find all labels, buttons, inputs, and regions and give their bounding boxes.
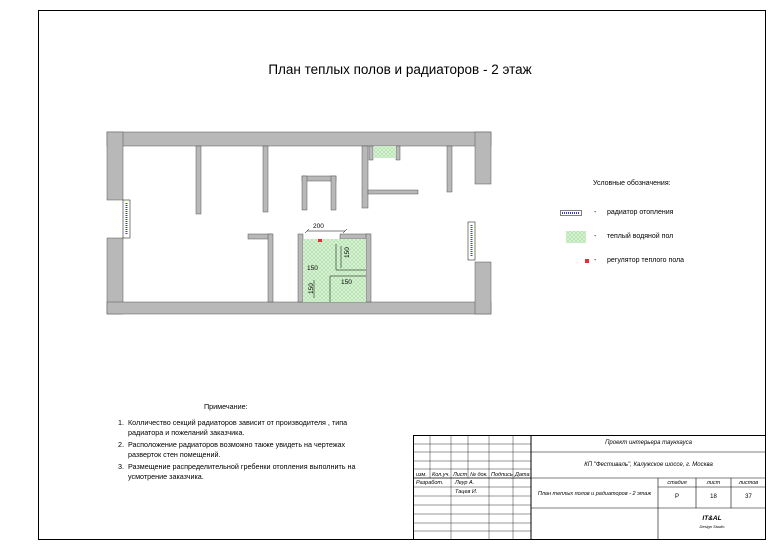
tb-developed-label: Разработ. — [416, 480, 444, 486]
radiator-left — [123, 200, 130, 238]
walls — [107, 132, 491, 314]
tb-header-sign: Подпись — [491, 472, 513, 478]
tb-sheet-title: План теплых полов и радиаторов - 2 этаж — [537, 491, 652, 497]
tb-company: IT&AL — [702, 515, 722, 522]
tb-sheets-label: листов — [738, 480, 759, 486]
legend-label-regulator: регулятор теплого пола — [607, 257, 685, 264]
water-floor-heating-symbol-icon — [566, 231, 586, 243]
heated-floor-zone-small — [374, 146, 396, 158]
tb-project: Проект интерьера таунхауса — [605, 440, 692, 446]
dimension-label-200: 200 — [313, 223, 324, 230]
notes-heading: Примечание: — [204, 402, 248, 411]
dimension-label-150-b: 150 — [344, 247, 351, 258]
floor-heating-regulator — [318, 239, 322, 242]
tb-stage: Р — [674, 494, 679, 500]
floor-heating-regulator-symbol-icon — [584, 258, 590, 264]
dimension-label-150-d: 150 — [341, 279, 352, 286]
tb-company-sub: Design Studio — [699, 524, 725, 529]
title-block — [413, 435, 766, 540]
radiator-symbol-icon — [560, 210, 582, 216]
drawing-sheet: План теплых полов и радиаторов - 2 этаж 200 150 150 150 150 Условные обозначения: - радиатор отопления - теплый водяной пол - регулятор теплого пола Примечание: 1. Колличество секций радиаторов зависит от производителя , типа радиатора и пожеланий заказчика. 2. Расположение радиаторов возможно также увидеть на чертежах разверток стен помещений. 3. Размещение распределительной гребенки отопления выполнить на усмотрение заказчика. Проект интерьера таунхауса КП "Фестиваль", Калужское шоссе, г. Москва изм. Кол.уч. Лист № док. Подпись Дата Разработ. Леур А. Тацев И. План теплых полов и радиаторов - 2 этаж стадия лист листов Р 18 37 IT&AL Design Studio — [0, 0, 770, 545]
tb-developer: Леур А. — [455, 480, 475, 486]
tb-header-doc: № док. — [470, 472, 488, 478]
tb-header-izm: изм. — [416, 472, 427, 478]
radiator-right — [468, 222, 475, 260]
tb-header-list: Лист — [453, 472, 468, 478]
dimension-label-150-c: 150 — [308, 283, 315, 294]
tb-sheets-total: 37 — [745, 494, 752, 500]
tb-sheet-no: 18 — [710, 494, 717, 500]
legend-label-radiator: радиатор отопления — [607, 209, 674, 216]
tb-stage-label: стадия — [667, 480, 687, 486]
legend-heading: Условные обозначения: — [593, 180, 671, 187]
legend-label-water-floor: теплый водяной пол — [607, 233, 674, 240]
sheet-title: План теплых полов и радиаторов - 2 этаж — [268, 62, 532, 77]
tb-second-name: Тацев И. — [455, 489, 478, 495]
dimension-label-150-a: 150 — [307, 265, 318, 272]
tb-header-kol: Кол.уч. — [432, 472, 450, 478]
tb-address: КП "Фестиваль", Калужское шоссе, г. Москва — [584, 462, 713, 468]
tb-sheet-label: лист — [706, 480, 721, 486]
tb-header-date: Дата — [515, 472, 530, 478]
